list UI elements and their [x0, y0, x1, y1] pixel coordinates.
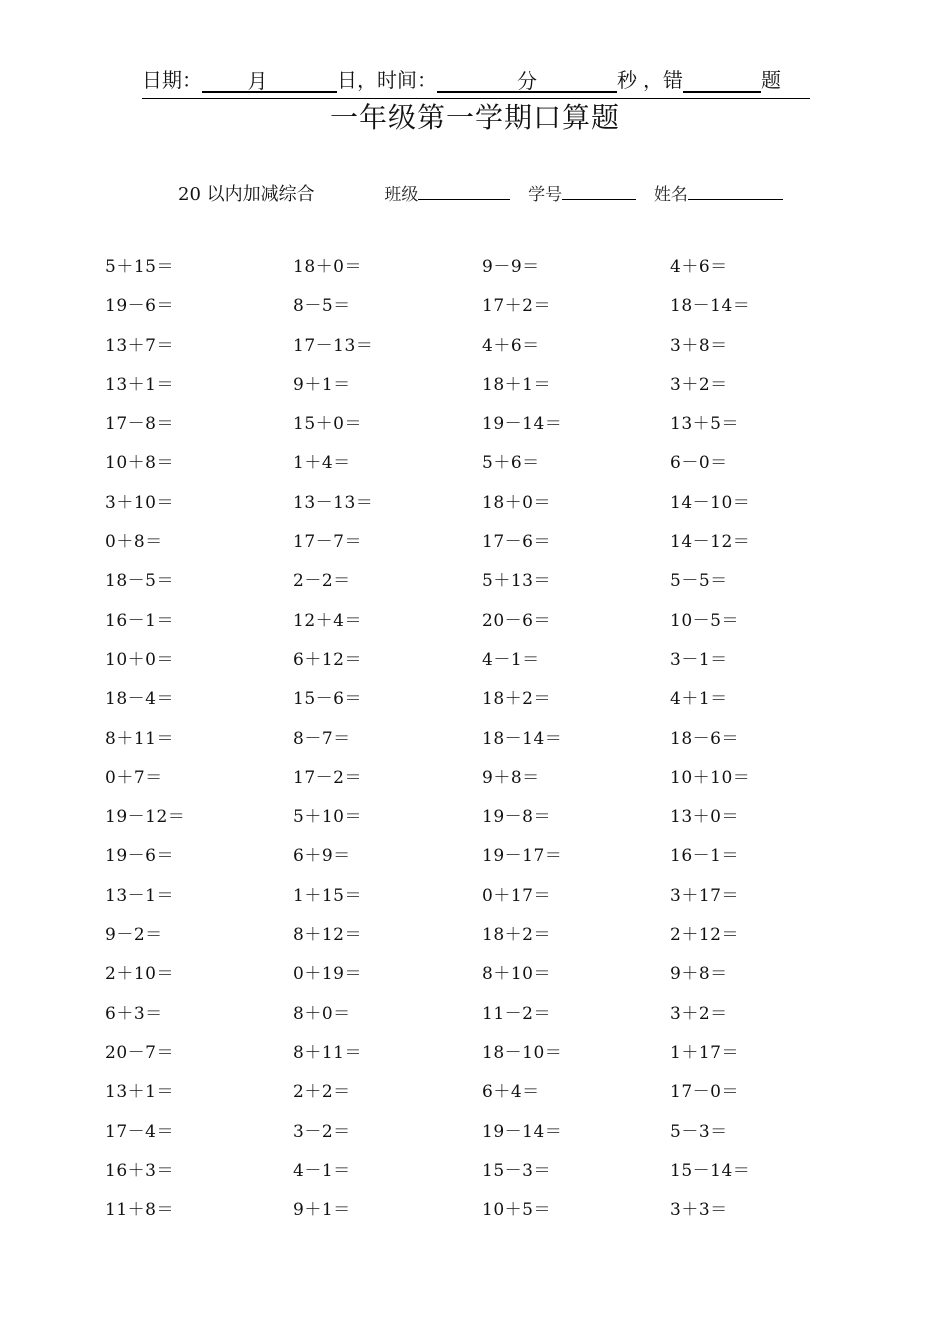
arithmetic-problem: 11－2＝	[482, 1003, 551, 1024]
arithmetic-problem: 5＋13＝	[482, 571, 551, 592]
arithmetic-problem: 15－14＝	[670, 1160, 751, 1181]
arithmetic-problem: 18－6＝	[670, 728, 739, 749]
arithmetic-problem: 18－5＝	[105, 571, 174, 592]
arithmetic-problem: 4＋1＝	[670, 689, 728, 710]
arithmetic-problem: 17－6＝	[482, 532, 551, 553]
problem-grid	[105, 255, 865, 1237]
minute-label: 分	[517, 69, 537, 93]
name-field[interactable]	[688, 181, 783, 200]
arithmetic-problem: 8－5＝	[293, 296, 351, 317]
day-time-label: 日，时间：	[337, 68, 437, 92]
arithmetic-problem: 4－1＝	[293, 1160, 351, 1181]
arithmetic-problem: 5－5＝	[670, 571, 728, 592]
arithmetic-problem: 6＋4＝	[482, 1082, 540, 1103]
arithmetic-problem: 17－0＝	[670, 1082, 739, 1103]
arithmetic-problem: 2＋12＝	[670, 925, 739, 946]
arithmetic-problem: 15－3＝	[482, 1160, 551, 1181]
arithmetic-problem: 8＋12＝	[293, 925, 362, 946]
arithmetic-problem: 3＋10＝	[105, 492, 174, 513]
student-id-label: 学号	[528, 185, 563, 205]
arithmetic-problem: 9＋1＝	[293, 1200, 351, 1221]
arithmetic-problem: 6＋3＝	[105, 1003, 163, 1024]
arithmetic-problem: 17－8＝	[105, 414, 174, 435]
student-id-field[interactable]	[562, 181, 636, 200]
arithmetic-problem: 3－1＝	[670, 649, 728, 670]
errors-label: ，错	[643, 68, 683, 92]
arithmetic-problem: 13＋1＝	[105, 1082, 174, 1103]
arithmetic-problem: 20－6＝	[482, 610, 551, 631]
arithmetic-problem: 20－7＝	[105, 1042, 174, 1063]
arithmetic-problem: 4－1＝	[482, 649, 540, 670]
arithmetic-problem: 18＋2＝	[482, 689, 551, 710]
worksheet-header	[142, 64, 810, 99]
arithmetic-problem: 0＋8＝	[105, 532, 163, 553]
arithmetic-problem: 2＋10＝	[105, 964, 174, 985]
arithmetic-problem: 5－3＝	[670, 1121, 728, 1142]
arithmetic-problem: 5＋10＝	[293, 807, 362, 828]
arithmetic-problem: 9－2＝	[105, 925, 163, 946]
arithmetic-problem: 4＋6＝	[482, 335, 540, 356]
arithmetic-problem: 15－6＝	[293, 689, 362, 710]
arithmetic-problem: 16－1＝	[105, 610, 174, 631]
arithmetic-problem: 3＋8＝	[670, 335, 728, 356]
minute-blank[interactable]	[437, 65, 617, 93]
arithmetic-problem: 3－2＝	[293, 1121, 351, 1142]
errors-blank[interactable]	[683, 65, 761, 93]
arithmetic-problem: 8＋11＝	[105, 728, 174, 749]
arithmetic-problem: 0＋19＝	[293, 964, 362, 985]
arithmetic-problem: 6＋12＝	[293, 649, 362, 670]
arithmetic-problem: 14－10＝	[670, 492, 751, 513]
arithmetic-problem: 5＋6＝	[482, 453, 540, 474]
arithmetic-problem: 10＋10＝	[670, 767, 751, 788]
arithmetic-problem: 8＋11＝	[293, 1042, 362, 1063]
arithmetic-problem: 9＋8＝	[670, 964, 728, 985]
page-title: 一年级第一学期口算题	[329, 101, 620, 134]
question-label: 题	[761, 68, 781, 92]
arithmetic-problem: 19－6＝	[105, 846, 174, 867]
arithmetic-problem: 19－17＝	[482, 846, 563, 867]
arithmetic-problem: 18－4＝	[105, 689, 174, 710]
arithmetic-problem: 1＋4＝	[293, 453, 351, 474]
arithmetic-problem: 9＋1＝	[293, 374, 351, 395]
arithmetic-problem: 13－13＝	[293, 492, 374, 513]
arithmetic-problem: 13＋1＝	[105, 374, 174, 395]
arithmetic-problem: 13＋7＝	[105, 335, 174, 356]
arithmetic-problem: 13＋5＝	[670, 414, 739, 435]
month-blank[interactable]	[202, 65, 337, 93]
arithmetic-problem: 18＋2＝	[482, 925, 551, 946]
arithmetic-problem: 3＋2＝	[670, 374, 728, 395]
arithmetic-problem: 14－12＝	[670, 532, 751, 553]
arithmetic-problem: 19－14＝	[482, 414, 563, 435]
arithmetic-problem: 15＋0＝	[293, 414, 362, 435]
month-label: 月	[247, 69, 268, 93]
arithmetic-problem: 17－7＝	[293, 532, 362, 553]
arithmetic-problem: 16－1＝	[670, 846, 739, 867]
arithmetic-problem: 19－6＝	[105, 296, 174, 317]
subheader	[178, 180, 783, 206]
class-label: 班级	[384, 185, 419, 205]
arithmetic-problem: 2－2＝	[293, 571, 351, 592]
arithmetic-problem: 5＋15＝	[105, 257, 174, 277]
arithmetic-problem: 0＋7＝	[105, 767, 163, 788]
arithmetic-problem: 3＋2＝	[670, 1003, 728, 1024]
arithmetic-problem: 10－5＝	[670, 610, 739, 631]
arithmetic-problem: 6－0＝	[670, 453, 728, 474]
arithmetic-problem: 3＋3＝	[670, 1200, 728, 1221]
arithmetic-problem: 0＋17＝	[482, 885, 551, 906]
arithmetic-problem: 10＋0＝	[105, 649, 174, 670]
arithmetic-problem: 19－12＝	[105, 807, 186, 828]
arithmetic-problem: 9＋8＝	[482, 767, 540, 788]
arithmetic-problem: 11＋8＝	[105, 1200, 174, 1221]
arithmetic-problem: 18－14＝	[670, 296, 751, 317]
arithmetic-problem: 10＋8＝	[105, 453, 174, 474]
arithmetic-problem: 18＋1＝	[482, 374, 551, 395]
arithmetic-problem: 2＋2＝	[293, 1082, 351, 1103]
arithmetic-problem: 6＋9＝	[293, 846, 351, 867]
arithmetic-problem: 1＋17＝	[670, 1042, 739, 1063]
arithmetic-problem: 17－4＝	[105, 1121, 174, 1142]
arithmetic-problem: 8－7＝	[293, 728, 351, 749]
arithmetic-problem: 12＋4＝	[293, 610, 362, 631]
class-field[interactable]	[418, 181, 510, 200]
date-label: 日期：	[142, 68, 202, 92]
arithmetic-problem: 19－14＝	[482, 1121, 563, 1142]
name-label: 姓名	[653, 185, 688, 205]
arithmetic-problem: 13－1＝	[105, 885, 174, 906]
arithmetic-problem: 18－14＝	[482, 728, 563, 749]
arithmetic-problem: 18＋0＝	[482, 492, 551, 513]
arithmetic-problem: 4＋6＝	[670, 257, 728, 277]
arithmetic-problem: 3＋17＝	[670, 885, 739, 906]
arithmetic-problem: 16＋3＝	[105, 1160, 174, 1181]
arithmetic-problem: 18＋0＝	[293, 257, 362, 277]
arithmetic-problem: 17＋2＝	[482, 296, 551, 317]
arithmetic-problem: 17－2＝	[293, 767, 362, 788]
arithmetic-problem: 1＋15＝	[293, 885, 362, 906]
topic-label: 20 以内加减综合	[178, 184, 315, 205]
arithmetic-problem: 19－8＝	[482, 807, 551, 828]
arithmetic-problem: 17－13＝	[293, 335, 374, 356]
second-label: 秒	[617, 68, 637, 92]
arithmetic-problem: 8＋10＝	[482, 964, 551, 985]
arithmetic-problem: 13＋0＝	[670, 807, 739, 828]
arithmetic-problem: 9－9＝	[482, 257, 540, 277]
arithmetic-problem: 18－10＝	[482, 1042, 563, 1063]
arithmetic-problem: 8＋0＝	[293, 1003, 351, 1024]
arithmetic-problem: 10＋5＝	[482, 1200, 551, 1221]
